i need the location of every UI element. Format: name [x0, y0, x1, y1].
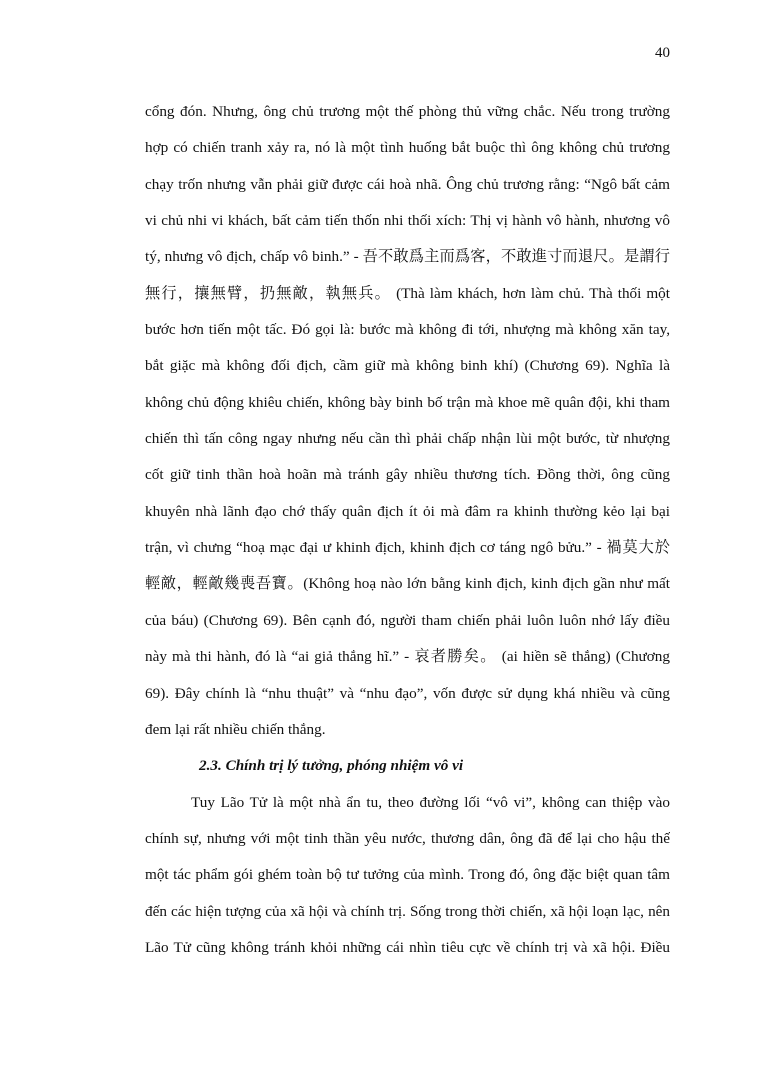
text-line: 輕敵，輕敵幾喪吾寶。(Không hoạ nào lớn bằng kinh địch, kinh địch gần như mất: [145, 575, 670, 593]
text-line: chính sự, nhưng với một tinh thần yêu nước, thương dân, ông đã để lại cho hậu thế: [145, 829, 670, 847]
text-line: đem lại rất nhiều chiến thắng.: [145, 720, 326, 738]
text-line: chiến thì tấn công ngay nhưng nếu cần thì phải chấp nhận lùi một bước, từ nhượng: [145, 430, 670, 448]
text-line: vi chủ nhi vi khách, bất cảm tiến thốn nhi thối xích: Thị vị hành vô hành, nhương vô: [145, 212, 670, 230]
text-line: hợp có chiến tranh xảy ra, nó là một tình huống bắt buộc thì ông không chủ trương: [145, 139, 670, 157]
body-text: [145, 94, 670, 966]
text-line: trận, vì chưng “hoạ mạc đại ư khinh địch, khinh địch cơ táng ngô bửu.” - 禍莫大於: [145, 539, 670, 557]
text-line: chạy trốn nhưng vẫn phải giữ được cái hoà nhã. Ông chủ trương rằng: “Ngô bất cảm: [145, 175, 670, 193]
page-number: 40: [655, 45, 670, 61]
text-line: bắt giặc mà không đối địch, cầm giữ mà không binh khí) (Chương 69). Nghĩa là: [145, 357, 670, 375]
text-line: của báu) (Chương 69). Bên cạnh đó, người tham chiến phải luôn luôn nhớ lấy điều: [145, 611, 670, 629]
text-line: Lão Tử cũng không tránh khỏi những cái nhìn tiêu cực về chính trị và xã hội. Điều: [145, 938, 670, 956]
text-line: tý, nhưng vô địch, chấp vô binh.” - 吾不敢爲主而爲客，不敢進寸而退尺。是謂行: [145, 248, 670, 266]
text-line: bước hơn tiến một tấc. Đó gọi là: bước mà không đi tới, nhượng mà không xăn tay,: [145, 321, 670, 339]
text-line: Tuy Lão Tử là một nhà ẩn tu, theo đường lối “vô vi”, không can thiệp vào: [191, 793, 670, 811]
text-line: đến các hiện tượng của xã hội và chính trị. Sống trong thời chiến, xã hội loạn lạc, nên: [145, 902, 670, 920]
text-line: 69). Đây chính là “nhu thuật” và “nhu đạo”, vốn được sử dụng khá nhiều và cũng: [145, 684, 670, 702]
text-line: cốt giữ tinh thần hoà hoãn mà tránh gây nhiều thương tích. Đồng thời, ông cũng: [145, 466, 670, 484]
text-line: không chủ động khiêu chiến, không bày binh bố trận mà khoe mẽ quân đội, khi tham: [145, 393, 670, 411]
text-line: cổng đón. Nhưng, ông chủ trương một thế phòng thủ vững chắc. Nếu trong trường: [145, 103, 670, 120]
text-line: 無行，攘無臂，扔無敵，執無兵。 (Thà làm khách, hơn làm chủ. Thà thối một: [145, 284, 670, 302]
section-heading: 2.3. Chính trị lý tưởng, phóng nhiệm vô vi: [199, 757, 464, 775]
text-line: một tác phẩm gói ghém toàn bộ tư tưởng của mình. Trong đó, ông đặc biệt quan tâm: [145, 866, 670, 884]
text-line: này mà thi hành, đó là “ai giả thắng hĩ.” - 哀者勝矣。 (ai hiền sẽ thắng) (Chương: [145, 648, 670, 666]
text-line: khuyên nhà lãnh đạo chớ thấy quân địch ít ỏi mà đâm ra khinh thường kẻo lại bại: [145, 502, 670, 520]
